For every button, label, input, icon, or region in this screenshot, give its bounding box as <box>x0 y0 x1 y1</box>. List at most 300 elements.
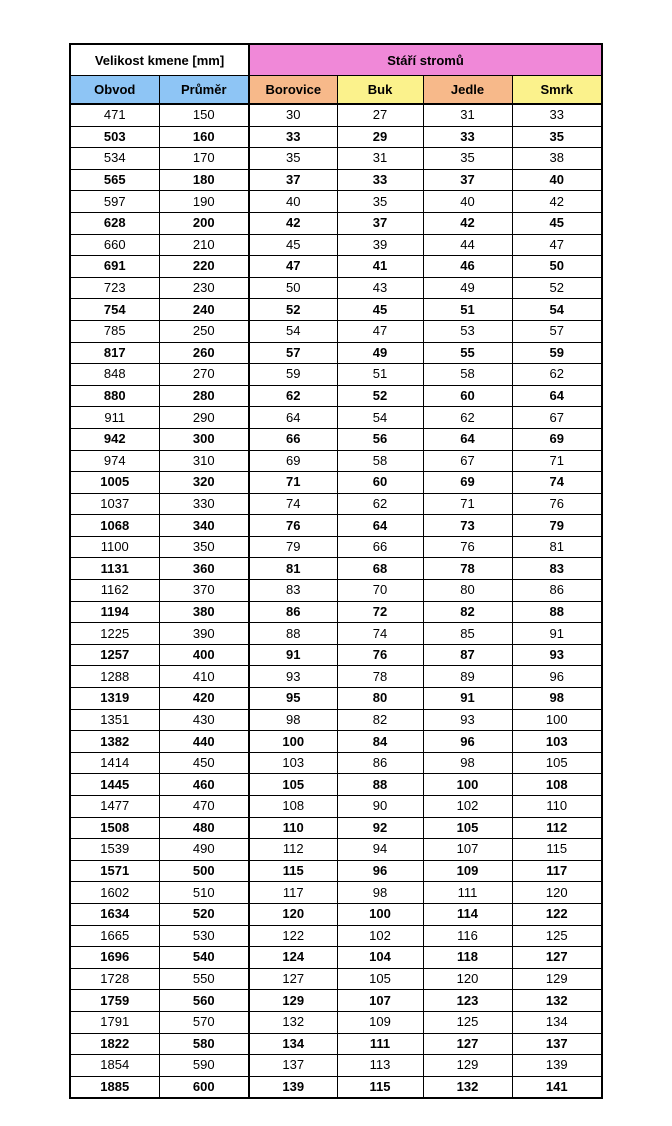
table-row <box>70 169 602 191</box>
table-row <box>70 882 602 904</box>
cell-smrk: 67 <box>512 407 602 429</box>
cell-buk: 98 <box>337 882 423 904</box>
cell-prumer: 490 <box>159 839 249 861</box>
cell-prumer: 190 <box>159 191 249 213</box>
cell-prumer: 560 <box>159 990 249 1012</box>
cell-prumer: 360 <box>159 558 249 580</box>
cell-borovice: 134 <box>249 1033 337 1055</box>
cell-jedle: 46 <box>423 256 512 278</box>
cell-prumer: 410 <box>159 666 249 688</box>
cell-buk: 107 <box>337 990 423 1012</box>
cell-borovice: 124 <box>249 947 337 969</box>
cell-jedle: 44 <box>423 234 512 256</box>
cell-borovice: 62 <box>249 385 337 407</box>
cell-smrk: 93 <box>512 644 602 666</box>
cell-jedle: 35 <box>423 148 512 170</box>
cell-jedle: 125 <box>423 1011 512 1033</box>
cell-prumer: 470 <box>159 796 249 818</box>
cell-jedle: 62 <box>423 407 512 429</box>
cell-buk: 43 <box>337 277 423 299</box>
cell-borovice: 95 <box>249 688 337 710</box>
cell-jedle: 89 <box>423 666 512 688</box>
col-header-borovice: Borovice <box>249 76 337 105</box>
cell-prumer: 230 <box>159 277 249 299</box>
cell-buk: 41 <box>337 256 423 278</box>
cell-buk: 33 <box>337 169 423 191</box>
cell-obvod: 1068 <box>70 515 159 537</box>
cell-obvod: 1791 <box>70 1011 159 1033</box>
cell-prumer: 290 <box>159 407 249 429</box>
cell-borovice: 139 <box>249 1076 337 1098</box>
cell-buk: 51 <box>337 364 423 386</box>
cell-buk: 66 <box>337 536 423 558</box>
cell-obvod: 1508 <box>70 817 159 839</box>
cell-smrk: 79 <box>512 515 602 537</box>
cell-borovice: 110 <box>249 817 337 839</box>
cell-obvod: 1382 <box>70 731 159 753</box>
cell-buk: 84 <box>337 731 423 753</box>
cell-borovice: 50 <box>249 277 337 299</box>
cell-borovice: 91 <box>249 644 337 666</box>
cell-jedle: 31 <box>423 104 512 126</box>
cell-borovice: 112 <box>249 839 337 861</box>
cell-smrk: 64 <box>512 385 602 407</box>
cell-obvod: 1539 <box>70 839 159 861</box>
cell-borovice: 66 <box>249 428 337 450</box>
cell-smrk: 76 <box>512 493 602 515</box>
cell-prumer: 510 <box>159 882 249 904</box>
cell-smrk: 125 <box>512 925 602 947</box>
table-row <box>70 385 602 407</box>
cell-prumer: 280 <box>159 385 249 407</box>
cell-prumer: 420 <box>159 688 249 710</box>
table-row <box>70 796 602 818</box>
cell-smrk: 86 <box>512 580 602 602</box>
cell-buk: 62 <box>337 493 423 515</box>
table-row <box>70 212 602 234</box>
cell-jedle: 37 <box>423 169 512 191</box>
cell-smrk: 57 <box>512 320 602 342</box>
cell-obvod: 817 <box>70 342 159 364</box>
cell-obvod: 1571 <box>70 860 159 882</box>
cell-prumer: 460 <box>159 774 249 796</box>
cell-smrk: 62 <box>512 364 602 386</box>
cell-prumer: 180 <box>159 169 249 191</box>
cell-buk: 102 <box>337 925 423 947</box>
cell-buk: 52 <box>337 385 423 407</box>
table-row <box>70 320 602 342</box>
cell-smrk: 108 <box>512 774 602 796</box>
cell-buk: 74 <box>337 623 423 645</box>
cell-jedle: 107 <box>423 839 512 861</box>
cell-jedle: 76 <box>423 536 512 558</box>
cell-jedle: 120 <box>423 968 512 990</box>
cell-smrk: 54 <box>512 299 602 321</box>
cell-buk: 90 <box>337 796 423 818</box>
cell-jedle: 109 <box>423 860 512 882</box>
cell-smrk: 112 <box>512 817 602 839</box>
table-row <box>70 299 602 321</box>
cell-buk: 45 <box>337 299 423 321</box>
cell-obvod: 1005 <box>70 472 159 494</box>
table-row <box>70 860 602 882</box>
table-row <box>70 774 602 796</box>
cell-jedle: 49 <box>423 277 512 299</box>
col-header-prumer: Průměr <box>159 76 249 105</box>
table-row <box>70 688 602 710</box>
cell-buk: 60 <box>337 472 423 494</box>
cell-prumer: 330 <box>159 493 249 515</box>
table-row <box>70 126 602 148</box>
cell-borovice: 86 <box>249 601 337 623</box>
cell-buk: 70 <box>337 580 423 602</box>
cell-smrk: 35 <box>512 126 602 148</box>
cell-obvod: 754 <box>70 299 159 321</box>
cell-prumer: 350 <box>159 536 249 558</box>
cell-prumer: 390 <box>159 623 249 645</box>
table-row <box>70 558 602 580</box>
cell-obvod: 723 <box>70 277 159 299</box>
cell-jedle: 118 <box>423 947 512 969</box>
cell-jedle: 64 <box>423 428 512 450</box>
cell-obvod: 565 <box>70 169 159 191</box>
cell-prumer: 440 <box>159 731 249 753</box>
col-header-jedle: Jedle <box>423 76 512 105</box>
cell-smrk: 122 <box>512 903 602 925</box>
cell-smrk: 52 <box>512 277 602 299</box>
cell-obvod: 848 <box>70 364 159 386</box>
cell-borovice: 54 <box>249 320 337 342</box>
cell-buk: 47 <box>337 320 423 342</box>
cell-prumer: 320 <box>159 472 249 494</box>
cell-obvod: 1319 <box>70 688 159 710</box>
cell-smrk: 88 <box>512 601 602 623</box>
table-row <box>70 364 602 386</box>
table-row <box>70 256 602 278</box>
cell-smrk: 141 <box>512 1076 602 1098</box>
table-row <box>70 644 602 666</box>
cell-prumer: 520 <box>159 903 249 925</box>
cell-prumer: 430 <box>159 709 249 731</box>
cell-buk: 109 <box>337 1011 423 1033</box>
cell-obvod: 691 <box>70 256 159 278</box>
cell-jedle: 53 <box>423 320 512 342</box>
cell-borovice: 122 <box>249 925 337 947</box>
cell-buk: 86 <box>337 752 423 774</box>
cell-prumer: 150 <box>159 104 249 126</box>
cell-buk: 35 <box>337 191 423 213</box>
cell-borovice: 52 <box>249 299 337 321</box>
cell-smrk: 115 <box>512 839 602 861</box>
cell-obvod: 1288 <box>70 666 159 688</box>
cell-smrk: 127 <box>512 947 602 969</box>
cell-obvod: 880 <box>70 385 159 407</box>
table-row <box>70 515 602 537</box>
cell-smrk: 74 <box>512 472 602 494</box>
cell-smrk: 100 <box>512 709 602 731</box>
table-row <box>70 580 602 602</box>
cell-buk: 56 <box>337 428 423 450</box>
cell-jedle: 98 <box>423 752 512 774</box>
cell-obvod: 1414 <box>70 752 159 774</box>
cell-borovice: 98 <box>249 709 337 731</box>
cell-obvod: 628 <box>70 212 159 234</box>
cell-jedle: 73 <box>423 515 512 537</box>
cell-smrk: 38 <box>512 148 602 170</box>
cell-borovice: 132 <box>249 1011 337 1033</box>
cell-prumer: 220 <box>159 256 249 278</box>
cell-borovice: 103 <box>249 752 337 774</box>
cell-smrk: 129 <box>512 968 602 990</box>
cell-smrk: 81 <box>512 536 602 558</box>
cell-prumer: 500 <box>159 860 249 882</box>
cell-obvod: 1037 <box>70 493 159 515</box>
col-header-obvod: Obvod <box>70 76 159 105</box>
cell-obvod: 1602 <box>70 882 159 904</box>
cell-prumer: 170 <box>159 148 249 170</box>
table-row <box>70 925 602 947</box>
cell-prumer: 480 <box>159 817 249 839</box>
cell-jedle: 127 <box>423 1033 512 1055</box>
table-row <box>70 601 602 623</box>
table-row <box>70 234 602 256</box>
cell-jedle: 71 <box>423 493 512 515</box>
cell-obvod: 1257 <box>70 644 159 666</box>
cell-smrk: 96 <box>512 666 602 688</box>
cell-jedle: 100 <box>423 774 512 796</box>
cell-borovice: 76 <box>249 515 337 537</box>
table-row <box>70 1076 602 1098</box>
cell-jedle: 102 <box>423 796 512 818</box>
cell-buk: 82 <box>337 709 423 731</box>
cell-jedle: 60 <box>423 385 512 407</box>
cell-prumer: 250 <box>159 320 249 342</box>
table-row <box>70 1011 602 1033</box>
cell-obvod: 1665 <box>70 925 159 947</box>
table-row <box>70 903 602 925</box>
cell-prumer: 370 <box>159 580 249 602</box>
cell-obvod: 1162 <box>70 580 159 602</box>
cell-borovice: 42 <box>249 212 337 234</box>
cell-obvod: 1445 <box>70 774 159 796</box>
cell-jedle: 96 <box>423 731 512 753</box>
tree-age-table <box>69 43 603 1099</box>
table-row <box>70 277 602 299</box>
cell-obvod: 1759 <box>70 990 159 1012</box>
cell-borovice: 45 <box>249 234 337 256</box>
cell-prumer: 300 <box>159 428 249 450</box>
cell-buk: 72 <box>337 601 423 623</box>
table-row <box>70 839 602 861</box>
cell-borovice: 40 <box>249 191 337 213</box>
cell-prumer: 550 <box>159 968 249 990</box>
cell-obvod: 471 <box>70 104 159 126</box>
cell-smrk: 71 <box>512 450 602 472</box>
cell-borovice: 117 <box>249 882 337 904</box>
cell-borovice: 88 <box>249 623 337 645</box>
cell-jedle: 93 <box>423 709 512 731</box>
cell-borovice: 129 <box>249 990 337 1012</box>
cell-buk: 105 <box>337 968 423 990</box>
table-row <box>70 342 602 364</box>
cell-obvod: 534 <box>70 148 159 170</box>
cell-obvod: 660 <box>70 234 159 256</box>
cell-jedle: 69 <box>423 472 512 494</box>
cell-obvod: 1634 <box>70 903 159 925</box>
cell-buk: 31 <box>337 148 423 170</box>
cell-obvod: 597 <box>70 191 159 213</box>
cell-obvod: 1885 <box>70 1076 159 1098</box>
cell-borovice: 57 <box>249 342 337 364</box>
cell-jedle: 58 <box>423 364 512 386</box>
cell-smrk: 91 <box>512 623 602 645</box>
cell-jedle: 78 <box>423 558 512 580</box>
cell-obvod: 503 <box>70 126 159 148</box>
table-row <box>70 1033 602 1055</box>
cell-buk: 68 <box>337 558 423 580</box>
cell-borovice: 71 <box>249 472 337 494</box>
cell-buk: 96 <box>337 860 423 882</box>
cell-smrk: 120 <box>512 882 602 904</box>
cell-borovice: 74 <box>249 493 337 515</box>
cell-prumer: 580 <box>159 1033 249 1055</box>
cell-borovice: 35 <box>249 148 337 170</box>
cell-buk: 113 <box>337 1055 423 1077</box>
cell-obvod: 1100 <box>70 536 159 558</box>
cell-borovice: 59 <box>249 364 337 386</box>
cell-smrk: 50 <box>512 256 602 278</box>
cell-borovice: 137 <box>249 1055 337 1077</box>
cell-buk: 94 <box>337 839 423 861</box>
cell-jedle: 116 <box>423 925 512 947</box>
cell-buk: 104 <box>337 947 423 969</box>
cell-buk: 27 <box>337 104 423 126</box>
cell-obvod: 785 <box>70 320 159 342</box>
size-group-header: Velikost kmene [mm] <box>70 44 249 76</box>
cell-buk: 115 <box>337 1076 423 1098</box>
cell-smrk: 134 <box>512 1011 602 1033</box>
table-row <box>70 990 602 1012</box>
cell-prumer: 240 <box>159 299 249 321</box>
cell-obvod: 1194 <box>70 601 159 623</box>
cell-buk: 88 <box>337 774 423 796</box>
cell-prumer: 260 <box>159 342 249 364</box>
cell-smrk: 42 <box>512 191 602 213</box>
cell-jedle: 51 <box>423 299 512 321</box>
cell-obvod: 1854 <box>70 1055 159 1077</box>
cell-buk: 92 <box>337 817 423 839</box>
table-row <box>70 536 602 558</box>
cell-obvod: 1351 <box>70 709 159 731</box>
cell-jedle: 123 <box>423 990 512 1012</box>
cell-obvod: 942 <box>70 428 159 450</box>
cell-buk: 78 <box>337 666 423 688</box>
cell-buk: 37 <box>337 212 423 234</box>
cell-smrk: 40 <box>512 169 602 191</box>
cell-jedle: 80 <box>423 580 512 602</box>
cell-smrk: 69 <box>512 428 602 450</box>
cell-borovice: 120 <box>249 903 337 925</box>
cell-jedle: 129 <box>423 1055 512 1077</box>
cell-obvod: 1822 <box>70 1033 159 1055</box>
cell-borovice: 47 <box>249 256 337 278</box>
table-row <box>70 709 602 731</box>
table-row <box>70 623 602 645</box>
cell-jedle: 33 <box>423 126 512 148</box>
cell-jedle: 40 <box>423 191 512 213</box>
table-row <box>70 1055 602 1077</box>
cell-buk: 76 <box>337 644 423 666</box>
cell-prumer: 590 <box>159 1055 249 1077</box>
cell-obvod: 1225 <box>70 623 159 645</box>
cell-smrk: 98 <box>512 688 602 710</box>
table-row <box>70 947 602 969</box>
cell-jedle: 114 <box>423 903 512 925</box>
cell-smrk: 105 <box>512 752 602 774</box>
cell-prumer: 310 <box>159 450 249 472</box>
cell-jedle: 111 <box>423 882 512 904</box>
cell-borovice: 83 <box>249 580 337 602</box>
cell-prumer: 160 <box>159 126 249 148</box>
cell-prumer: 380 <box>159 601 249 623</box>
cell-buk: 49 <box>337 342 423 364</box>
cell-prumer: 450 <box>159 752 249 774</box>
cell-obvod: 1696 <box>70 947 159 969</box>
cell-prumer: 570 <box>159 1011 249 1033</box>
cell-prumer: 270 <box>159 364 249 386</box>
cell-smrk: 139 <box>512 1055 602 1077</box>
table-row <box>70 493 602 515</box>
cell-borovice: 64 <box>249 407 337 429</box>
cell-smrk: 110 <box>512 796 602 818</box>
table-row <box>70 428 602 450</box>
cell-buk: 29 <box>337 126 423 148</box>
table-row <box>70 104 602 126</box>
cell-borovice: 30 <box>249 104 337 126</box>
cell-borovice: 93 <box>249 666 337 688</box>
cell-prumer: 340 <box>159 515 249 537</box>
cell-prumer: 200 <box>159 212 249 234</box>
table-row <box>70 148 602 170</box>
cell-smrk: 33 <box>512 104 602 126</box>
cell-borovice: 100 <box>249 731 337 753</box>
cell-prumer: 400 <box>159 644 249 666</box>
cell-jedle: 91 <box>423 688 512 710</box>
cell-borovice: 115 <box>249 860 337 882</box>
cell-prumer: 210 <box>159 234 249 256</box>
cell-buk: 54 <box>337 407 423 429</box>
cell-jedle: 132 <box>423 1076 512 1098</box>
col-header-smrk: Smrk <box>512 76 602 105</box>
table-row <box>70 666 602 688</box>
cell-buk: 64 <box>337 515 423 537</box>
cell-buk: 100 <box>337 903 423 925</box>
cell-jedle: 85 <box>423 623 512 645</box>
cell-buk: 58 <box>337 450 423 472</box>
cell-borovice: 127 <box>249 968 337 990</box>
cell-obvod: 1728 <box>70 968 159 990</box>
age-group-header: Stáří stromů <box>249 44 602 76</box>
cell-obvod: 1131 <box>70 558 159 580</box>
cell-borovice: 105 <box>249 774 337 796</box>
cell-smrk: 137 <box>512 1033 602 1055</box>
table-row <box>70 450 602 472</box>
cell-obvod: 1477 <box>70 796 159 818</box>
cell-jedle: 87 <box>423 644 512 666</box>
table-row <box>70 472 602 494</box>
table-body <box>70 104 602 1098</box>
cell-obvod: 974 <box>70 450 159 472</box>
